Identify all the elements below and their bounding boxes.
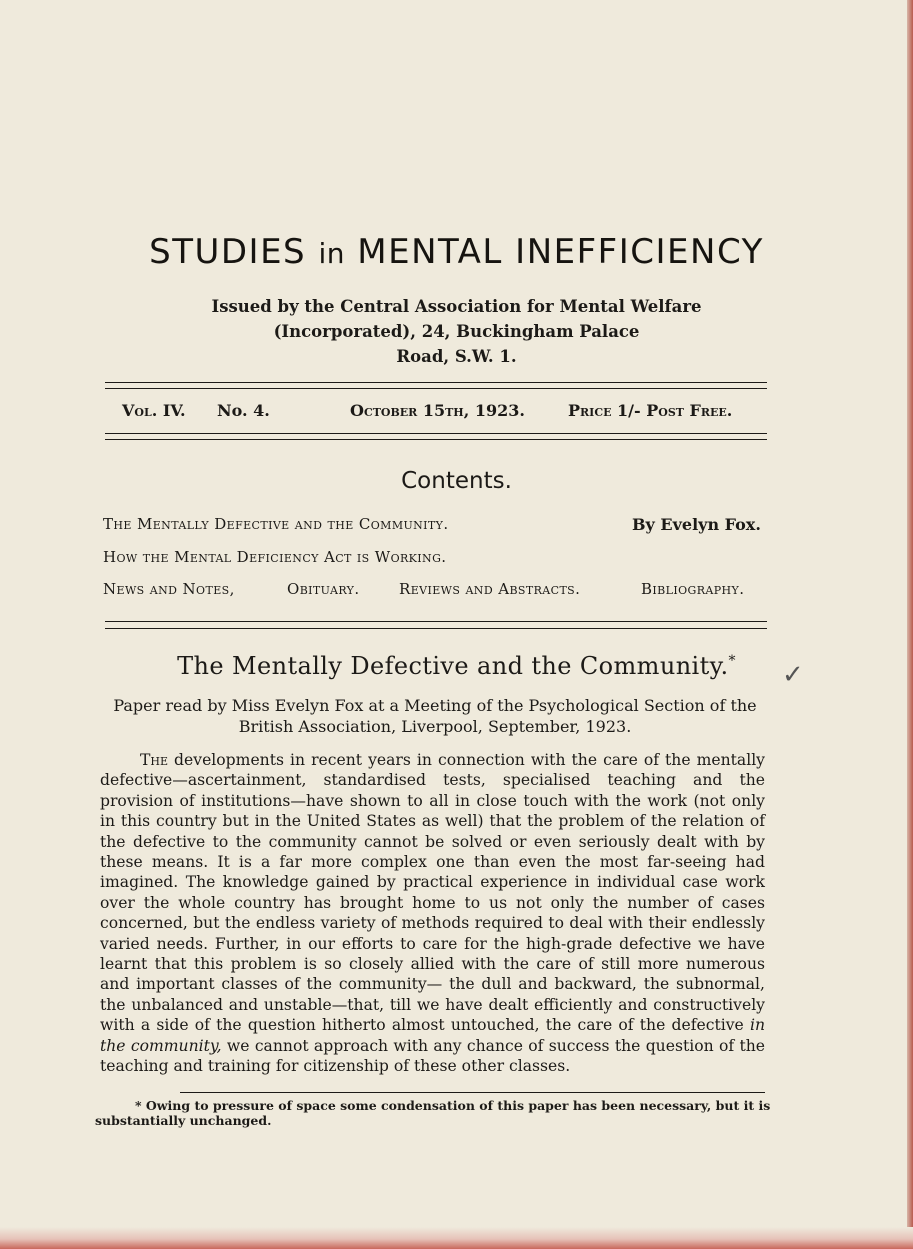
volume-number: Vol. IV.: [122, 401, 186, 420]
contents-item: Bibliography.: [641, 580, 745, 598]
issue-date: October 15th, 1923.: [350, 401, 525, 420]
paper-attribution: Paper read by Miss Evelyn Fox at a Meeting of the Psychological Section of the British Association, Liverpool, September, 1923.: [113, 696, 757, 736]
divider-rule: [105, 621, 767, 622]
issue-number: No. 4.: [217, 401, 270, 420]
divider-rule: [105, 433, 767, 434]
contents-item: How the Mental Deficiency Act is Working.: [103, 548, 447, 566]
journal-title-part: MENTAL INEFFICIENCY: [344, 232, 764, 272]
contents-item: The Mentally Defective and the Community.: [103, 515, 449, 533]
issue-price: Price 1/- Post Free.: [568, 401, 733, 420]
contents-item: Obituary.: [287, 580, 360, 598]
divider-rule: [105, 628, 767, 629]
footnote-rule: [180, 1092, 765, 1093]
divider-rule: [105, 439, 767, 440]
body-lead-word: The: [140, 751, 169, 769]
issue-info-line: [122, 401, 752, 425]
contents-item: News and Notes,: [103, 580, 235, 598]
journal-title: [0, 232, 913, 272]
page-edge: [0, 1227, 913, 1249]
body-text-part: we cannot approach with any chance of success the question of the teaching and training for citizenship of these other classes.: [100, 1036, 765, 1076]
publisher-line: Road, S.W. 1.: [396, 347, 517, 366]
footnote: * Owing to pressure of space some condensation of this paper has been necessary, but it is substantially unchanged.: [95, 1098, 771, 1128]
divider-rule: [105, 382, 767, 383]
footnote-marker: *: [728, 653, 736, 669]
page-edge: [907, 0, 913, 1249]
article-body: [100, 750, 765, 1077]
journal-title-part: STUDIES: [149, 232, 319, 272]
contents-item: Reviews and Abstracts.: [399, 580, 581, 598]
check-mark-icon: ✓: [782, 660, 804, 690]
publisher-statement: [0, 294, 913, 369]
publisher-line: Issued by the Central Association for Mental Welfare: [211, 297, 702, 316]
body-emphasis: in the community,: [100, 1016, 765, 1055]
divider-rule: [105, 388, 767, 389]
article-title: [0, 652, 913, 680]
contents-author: By Evelyn Fox.: [632, 515, 761, 534]
contents-heading: Contents.: [401, 468, 512, 494]
body-text-part: developments in recent years in connection with the care of the mentally defective—ascertainment, standardised tests, specialised teaching and the provision of institutions—have shown to all in close touch with the work (not only in this country but in the United States as well) that the problem of the relation of the defective to the community cannot be solved or even seriously dealt with by these means. It is a far more complex one than even the most far-seeing had imagined. The knowledge gained by practical experience in individual case work over the whole country has brought home to us not only the number of cases concerned, but the endless variety of methods required to deal with their endlessly varied needs. Further, in our efforts to care for the high-grade defective we have learnt that this problem is so closely allied with the care of still more numerous and important classes of the community— the dull and backward, the subnormal, the unbalanced and unstable—that, till we have dealt efficiently and constructively with a side of the question hitherto almost untouched, the care of the defective: [100, 751, 765, 1035]
publisher-line: (Incorporated), 24, Buckingham Palace: [273, 322, 640, 341]
article-title-text: The Mentally Defective and the Community.: [177, 652, 729, 680]
journal-title-connector: in: [318, 237, 345, 270]
